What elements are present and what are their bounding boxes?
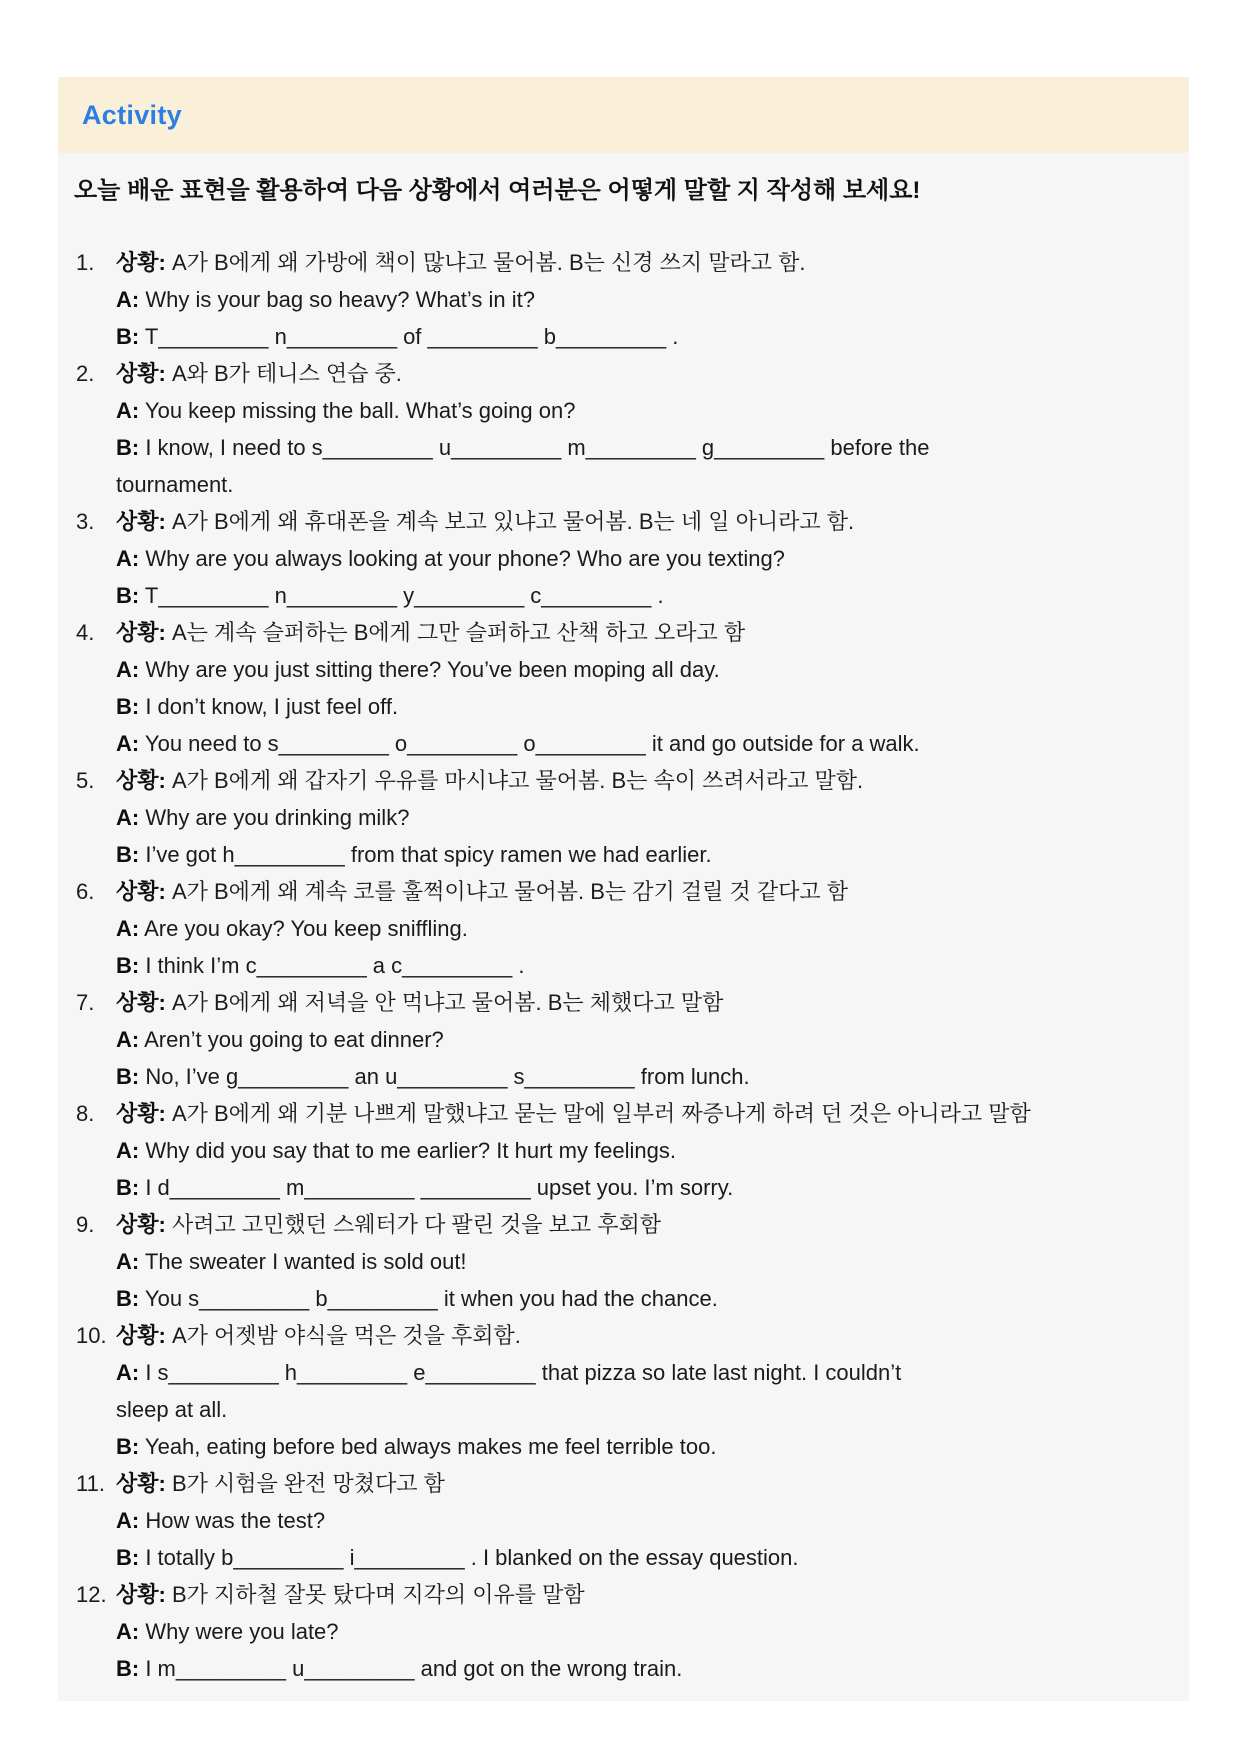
situation-label: 상황: — [116, 1212, 166, 1237]
situation-label: 상황: — [116, 1101, 166, 1126]
situation-line — [76, 244, 1173, 281]
dialogue-text: T_________ n_________ y_________ c_________ . — [139, 583, 664, 608]
dialogue-line — [116, 540, 1173, 577]
item-number: 1. — [76, 250, 95, 275]
dialogue-continuation-line — [116, 1391, 1173, 1428]
speaker-label: B: — [116, 1286, 140, 1311]
speaker-label: A: — [116, 287, 140, 312]
dialogue-line — [116, 1502, 1173, 1539]
dialogue-line — [116, 1280, 1173, 1317]
speaker-label: B: — [116, 694, 140, 719]
item-number: 3. — [76, 509, 95, 534]
situation-line — [76, 984, 1173, 1021]
item-number: 8. — [76, 1101, 95, 1126]
activity-banner — [58, 77, 1189, 153]
situation-text: B가 지하철 잘못 탔다며 지각의 이유를 말함 — [165, 1582, 585, 1607]
dialogue-text: I’ve got h_________ from that spicy ramen we had earlier. — [139, 842, 712, 867]
dialogue-line — [116, 651, 1173, 688]
dialogue-line — [116, 1243, 1173, 1280]
situation-line — [76, 1576, 1173, 1613]
situation-item — [74, 1095, 1173, 1206]
situation-text: 사려고 고민했던 스웨터가 다 팔린 것을 보고 후회함 — [165, 1212, 662, 1237]
dialogue-text: I totally b_________ i_________ . I blanked on the essay question. — [139, 1545, 799, 1570]
situation-label: 상황: — [116, 990, 166, 1015]
situation-line — [76, 1206, 1173, 1243]
dialogue-line — [116, 947, 1173, 984]
activity-banner-title: Activity — [82, 99, 182, 130]
speaker-label: A: — [116, 398, 140, 423]
speaker-label: B: — [116, 1434, 140, 1459]
dialogue-text: I d_________ m_________ _________ upset you. I’m sorry. — [139, 1175, 734, 1200]
dialogue-text: You s_________ b_________ it when you had the chance. — [139, 1286, 718, 1311]
dialogue-text: I know, I need to s_________ u_________ m_________ g_________ before the — [139, 435, 930, 460]
dialogue-line — [116, 1539, 1173, 1576]
situation-item — [74, 873, 1173, 984]
dialogue-text: The sweater I wanted is sold out! — [139, 1249, 467, 1274]
speaker-label: A: — [116, 1138, 140, 1163]
speaker-label: A: — [116, 1360, 140, 1385]
situation-text: A와 B가 테니스 연습 중. — [165, 361, 402, 386]
situation-label: 상황: — [116, 1582, 166, 1607]
speaker-label: A: — [116, 1249, 140, 1274]
speaker-label: A: — [116, 805, 140, 830]
situation-text: A는 계속 슬퍼하는 B에게 그만 슬퍼하고 산책 하고 오라고 함 — [165, 620, 746, 645]
situation-list — [74, 244, 1173, 1687]
situation-text: A가 B에게 왜 계속 코를 훌쩍이냐고 물어봄. B는 감기 걸릴 것 같다고 함 — [165, 879, 848, 904]
dialogue-line — [116, 799, 1173, 836]
situation-text: A가 B에게 왜 갑자기 우유를 마시냐고 물어봄. B는 속이 쓰려서라고 말함. — [165, 768, 864, 793]
dialogue-continuation-line — [116, 466, 1173, 503]
dialogue-line — [116, 1132, 1173, 1169]
speaker-label: B: — [116, 1656, 140, 1681]
dialogue-line — [116, 577, 1173, 614]
page-title: 오늘 배운 표현을 활용하여 다음 상황에서 여러분은 어떻게 말할 지 작성해 보세요! — [74, 177, 921, 204]
situation-line — [76, 1317, 1173, 1354]
dialogue-text: Yeah, eating before bed always makes me feel terrible too. — [139, 1434, 717, 1459]
situation-line — [76, 873, 1173, 910]
situation-item — [74, 1465, 1173, 1576]
item-number: 9. — [76, 1212, 95, 1237]
situation-item — [74, 244, 1173, 355]
speaker-label: A: — [116, 657, 140, 682]
dialogue-text: I think I’m c_________ a c_________ . — [139, 953, 525, 978]
speaker-label: A: — [116, 916, 140, 941]
dialogue-line — [116, 1613, 1173, 1650]
speaker-label: B: — [116, 1175, 140, 1200]
speaker-label: B: — [116, 842, 140, 867]
speaker-label: A: — [116, 731, 140, 756]
dialogue-text: How was the test? — [139, 1508, 326, 1533]
situation-text: A가 어젯밤 야식을 먹은 것을 후회함. — [165, 1323, 521, 1348]
item-number: 11. — [76, 1471, 105, 1496]
situation-label: 상황: — [116, 1471, 166, 1496]
item-number: 6. — [76, 879, 95, 904]
situation-label: 상황: — [116, 250, 166, 275]
dialogue-line — [116, 688, 1173, 725]
situation-text: A가 B에게 왜 저녁을 안 먹냐고 물어봄. B는 체했다고 말함 — [165, 990, 724, 1015]
dialogue-line — [116, 281, 1173, 318]
dialogue-line — [116, 1021, 1173, 1058]
situation-item — [74, 503, 1173, 614]
dialogue-text: You need to s_________ o_________ o_________ it and go outside for a walk. — [139, 731, 920, 756]
situation-line — [76, 503, 1173, 540]
situation-label: 상황: — [116, 509, 166, 534]
speaker-label: A: — [116, 1508, 140, 1533]
dialogue-text: Why were you late? — [139, 1619, 339, 1644]
dialogue-line — [116, 1428, 1173, 1465]
dialogue-text: You keep missing the ball. What’s going on? — [139, 398, 576, 423]
dialogue-line — [116, 1058, 1173, 1095]
speaker-label: B: — [116, 1064, 140, 1089]
speaker-label: B: — [116, 435, 140, 460]
dialogue-text: No, I’ve g_________ an u_________ s_________ from lunch. — [139, 1064, 750, 1089]
dialogue-line — [116, 725, 1173, 762]
situation-text: A가 B에게 왜 가방에 책이 많냐고 물어봄. B는 신경 쓰지 말라고 함. — [165, 250, 806, 275]
situation-item — [74, 614, 1173, 762]
dialogue-text: tournament. — [116, 472, 234, 497]
worksheet-content — [58, 153, 1189, 1701]
speaker-label: A: — [116, 1027, 140, 1052]
speaker-label: A: — [116, 546, 140, 571]
situation-item — [74, 1317, 1173, 1465]
dialogue-line — [116, 836, 1173, 873]
situation-label: 상황: — [116, 620, 166, 645]
situation-label: 상황: — [116, 361, 166, 386]
dialogue-line — [116, 318, 1173, 355]
speaker-label: B: — [116, 583, 140, 608]
situation-label: 상황: — [116, 768, 166, 793]
situation-line — [76, 614, 1173, 651]
dialogue-text: Why are you always looking at your phone? Who are you texting? — [139, 546, 785, 571]
speaker-label: B: — [116, 953, 140, 978]
item-number: 10. — [76, 1323, 107, 1348]
situation-item — [74, 1206, 1173, 1317]
speaker-label: A: — [116, 1619, 140, 1644]
situation-item — [74, 984, 1173, 1095]
dialogue-text: sleep at all. — [116, 1397, 228, 1422]
dialogue-text: Why did you say that to me earlier? It hurt my feelings. — [139, 1138, 677, 1163]
dialogue-text: Aren’t you going to eat dinner? — [139, 1027, 444, 1052]
dialogue-line — [116, 910, 1173, 947]
dialogue-text: Why are you drinking milk? — [139, 805, 410, 830]
dialogue-text: I s_________ h_________ e_________ that pizza so late last night. I couldn’t — [139, 1360, 902, 1385]
item-number: 4. — [76, 620, 95, 645]
situation-item — [74, 762, 1173, 873]
worksheet-card — [58, 77, 1189, 1701]
speaker-label: B: — [116, 324, 140, 349]
dialogue-line — [116, 392, 1173, 429]
situation-line — [76, 1095, 1173, 1132]
dialogue-line — [116, 429, 1173, 466]
item-number: 12. — [76, 1582, 107, 1607]
dialogue-text: T_________ n_________ of _________ b_________ . — [139, 324, 679, 349]
speaker-label: B: — [116, 1545, 140, 1570]
dialogue-line — [116, 1169, 1173, 1206]
dialogue-text: I m_________ u_________ and got on the wrong train. — [139, 1656, 683, 1681]
item-number: 2. — [76, 361, 95, 386]
situation-text: A가 B에게 왜 휴대폰을 계속 보고 있냐고 물어봄. B는 네 일 아니라고 함. — [165, 509, 855, 534]
situation-item — [74, 355, 1173, 503]
situation-label: 상황: — [116, 1323, 166, 1348]
dialogue-text: I don’t know, I just feel off. — [139, 694, 399, 719]
item-number: 7. — [76, 990, 95, 1015]
dialogue-line — [116, 1354, 1173, 1391]
dialogue-text: Are you okay? You keep sniffling. — [139, 916, 468, 941]
dialogue-line — [116, 1650, 1173, 1687]
dialogue-text: Why are you just sitting there? You’ve been moping all day. — [139, 657, 720, 682]
situation-line — [76, 1465, 1173, 1502]
situation-line — [76, 355, 1173, 392]
situation-label: 상황: — [116, 879, 166, 904]
item-number: 5. — [76, 768, 95, 793]
situation-line — [76, 762, 1173, 799]
situation-item — [74, 1576, 1173, 1687]
situation-text: A가 B에게 왜 기분 나쁘게 말했냐고 묻는 말에 일부러 짜증나게 하려 던 것은 아니라고 말함 — [165, 1101, 1031, 1126]
situation-text: B가 시험을 완전 망쳤다고 함 — [165, 1471, 445, 1496]
dialogue-text: Why is your bag so heavy? What’s in it? — [139, 287, 535, 312]
